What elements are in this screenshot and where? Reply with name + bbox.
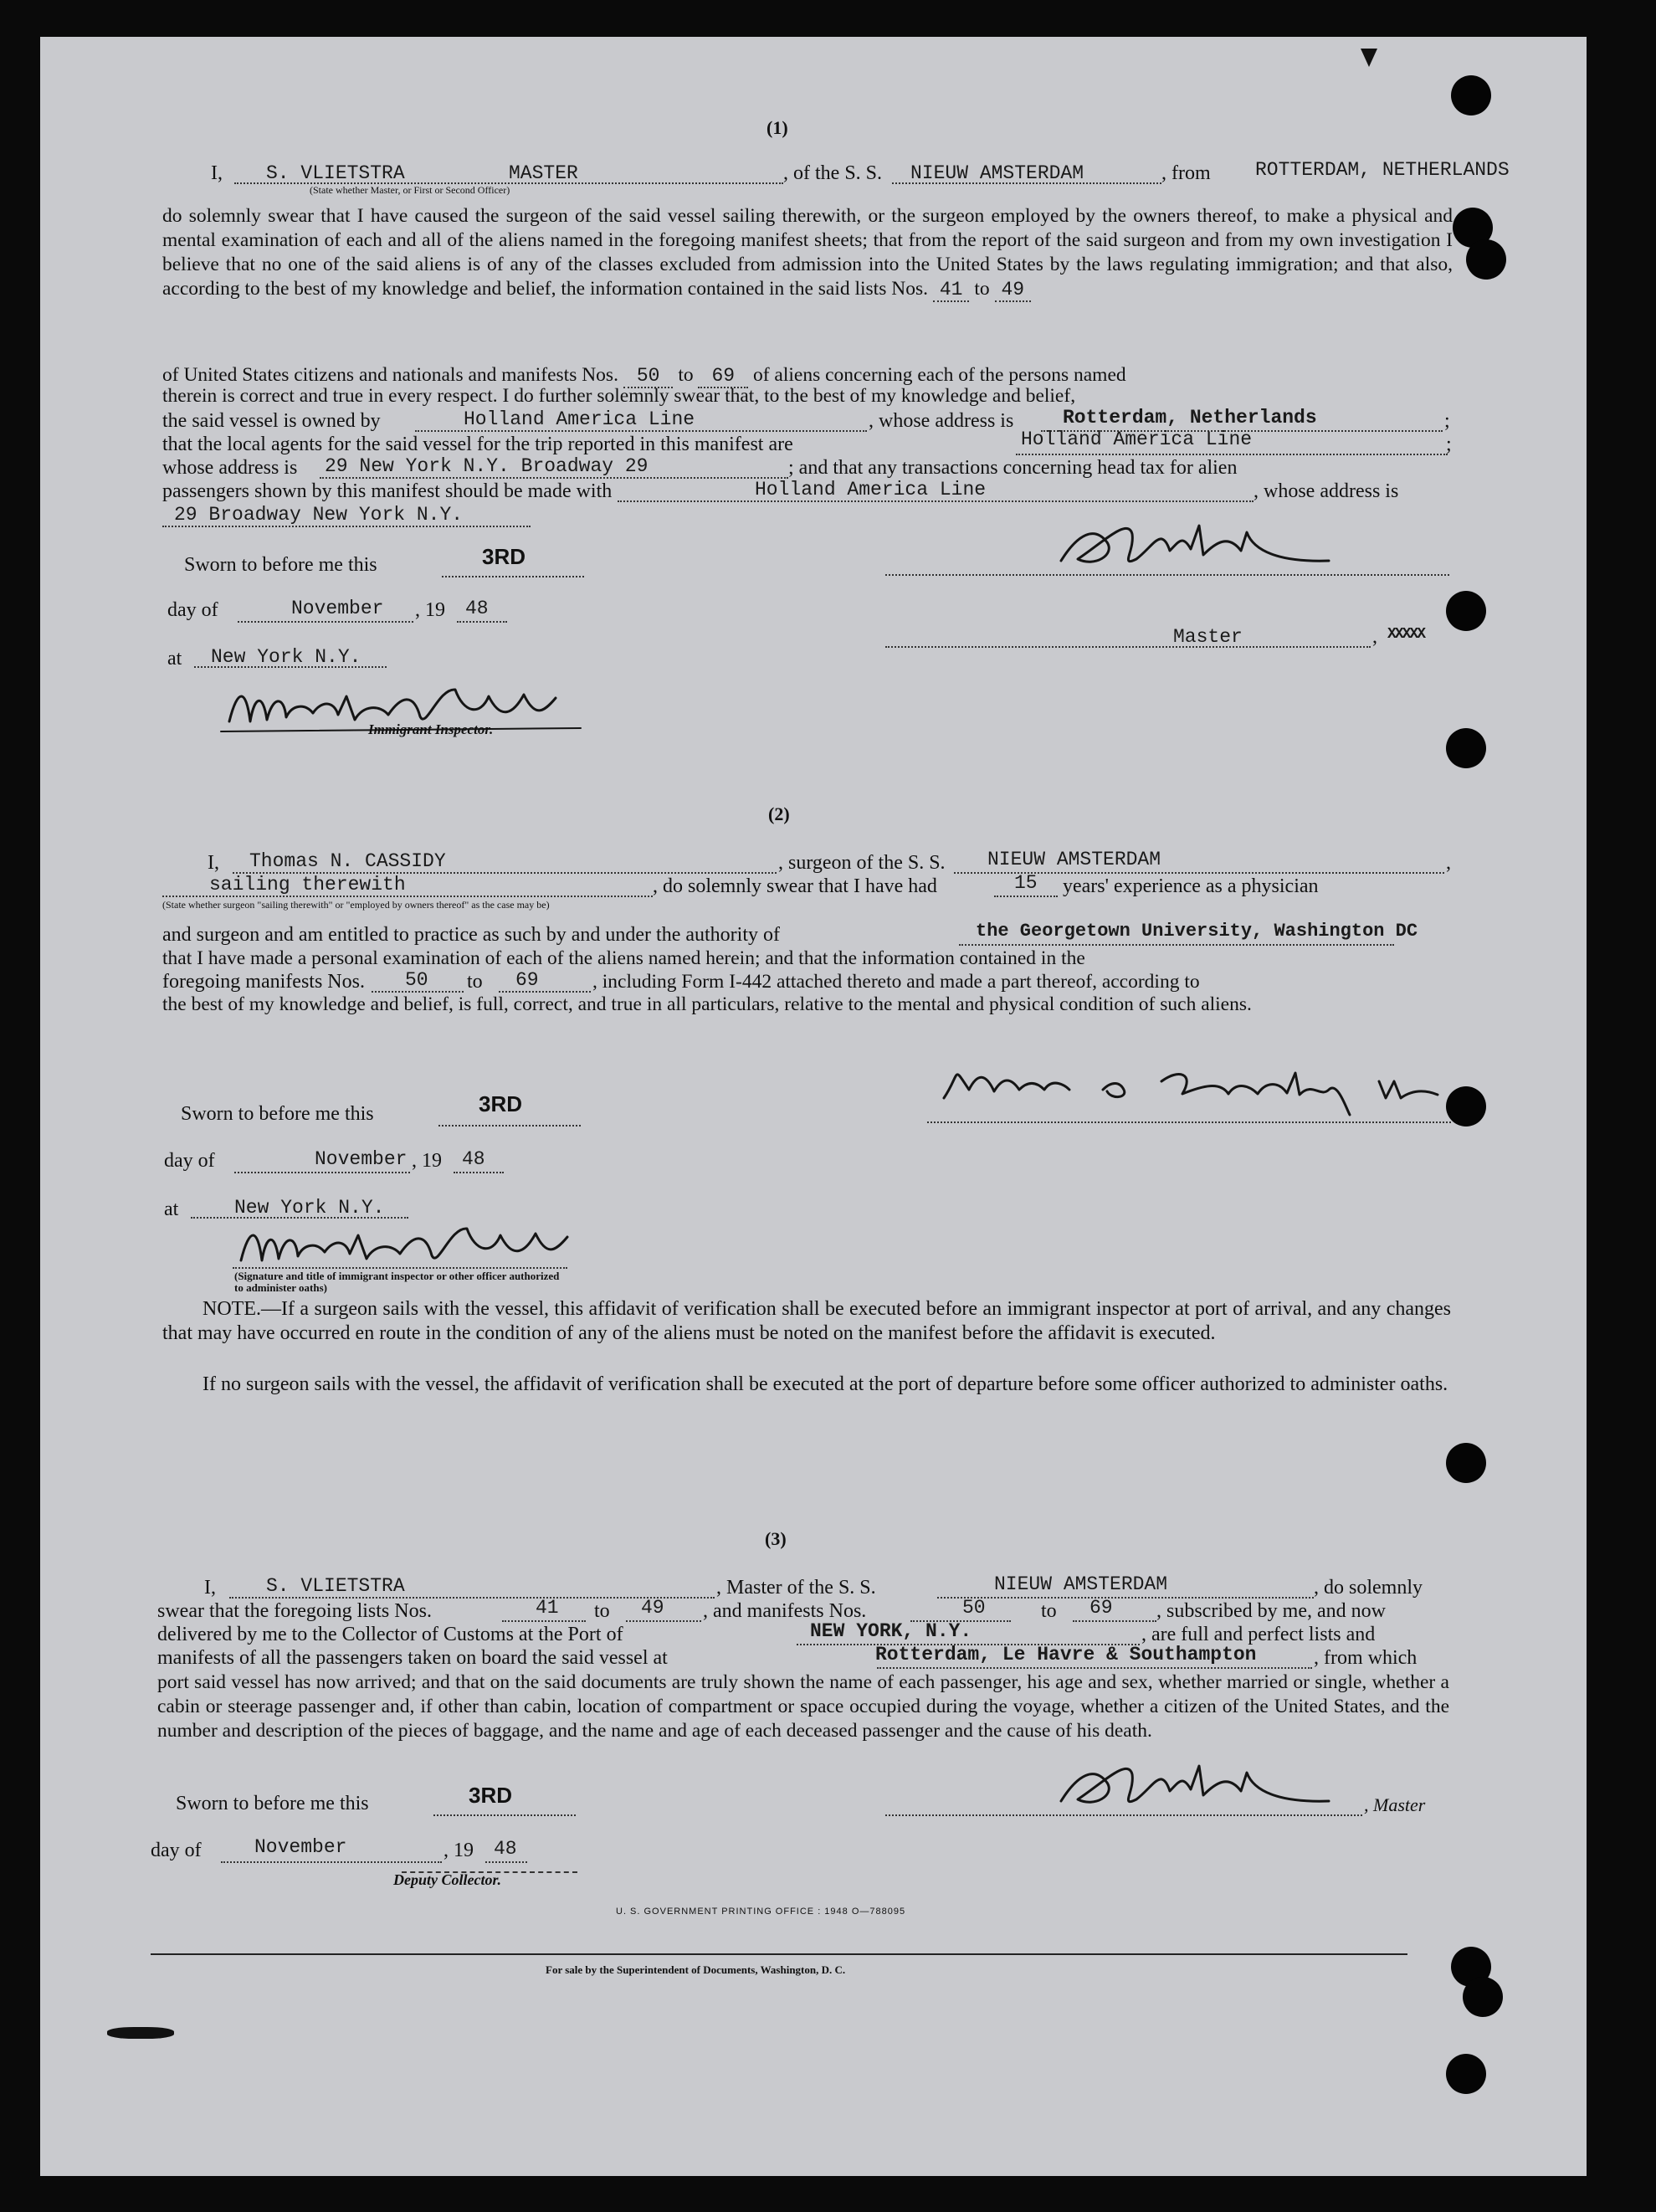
s1-year-line bbox=[457, 621, 507, 623]
s1-lists-from: 41 bbox=[933, 279, 970, 302]
s1-sworn-day-line bbox=[442, 576, 584, 577]
s2-day-of: day of bbox=[164, 1150, 215, 1172]
s3-day-of: day of bbox=[151, 1840, 202, 1861]
s2-body-a: that I have made a personal examination of each of the aliens named herein; and that the information contained in the bbox=[162, 947, 1085, 969]
s2-capacity-caption: (State whether surgeon "sailing therewith" or "employed by owners thereof" as the case may be) bbox=[162, 899, 550, 911]
s3-I: I, bbox=[204, 1577, 216, 1599]
s1-head-tax-address-line bbox=[162, 526, 531, 527]
footer-sale-note: For sale by the Superintendent of Documents, Washington, D. C. bbox=[546, 1963, 846, 1976]
s3-full-lists: , are full and perfect lists and bbox=[1141, 1624, 1376, 1645]
s2-note-1: NOTE.—If a surgeon sails with the vessel, this affidavit of verification shall be executed before an immigrant inspector at port of arrival, and any changes that may have occurred en route in the condition of any of the aliens must be noted on the manifest before the affidavit is executed. bbox=[162, 1298, 1451, 1344]
s3-to2: to bbox=[1041, 1600, 1057, 1622]
s1-month-line bbox=[238, 621, 413, 623]
s1-of-aliens: of aliens concerning each of the persons named bbox=[752, 364, 1126, 386]
s3-master-of: , Master of the S. S. bbox=[716, 1577, 876, 1599]
s1-place: New York N.Y. bbox=[211, 646, 361, 668]
s2-inspector-caption: (Signature and title of immigrant inspector or other officer authorized to administer oaths) bbox=[234, 1270, 560, 1294]
s3-lists-from: 41 bbox=[536, 1597, 559, 1619]
s1-inspector-caption: Immigrant Inspector. bbox=[368, 721, 494, 737]
s1-agent-address-line bbox=[320, 477, 788, 479]
s2-comma1: , bbox=[1446, 852, 1451, 874]
s2-authority-label: and surgeon and am entitled to practice as such by and under the authority of bbox=[162, 924, 780, 946]
s1-to2: to bbox=[678, 364, 694, 386]
s1-whose-address: , whose address is bbox=[869, 410, 1014, 432]
s1-at: at bbox=[167, 648, 182, 670]
binder-hole-6 bbox=[1446, 1086, 1486, 1127]
s2-surgeon-signature bbox=[927, 1056, 1446, 1127]
s3-master-caption: , Master bbox=[1364, 1794, 1426, 1815]
s2-surgeon-sign-line bbox=[927, 1121, 1451, 1123]
s2-sworn-day: 3RD bbox=[479, 1091, 523, 1116]
s1-agents-label: that the local agents for the said vessel for the trip reported in this manifest are bbox=[162, 434, 793, 455]
manifest-affidavit-page bbox=[40, 37, 1587, 2176]
s1-whose-address2: whose address is bbox=[162, 457, 298, 479]
s1-sworn-label: Sworn to before me this bbox=[184, 554, 377, 576]
section1-heading: (1) bbox=[766, 117, 788, 138]
s2-inspector-line bbox=[233, 1267, 567, 1269]
s3-sworn-label: Sworn to before me this bbox=[176, 1793, 369, 1814]
s1-head-tax-line bbox=[618, 500, 1254, 502]
footer-rule bbox=[151, 1953, 1407, 1955]
s2-year: 48 bbox=[462, 1148, 485, 1170]
s1-owner: Holland America Line bbox=[464, 408, 695, 430]
s1-head-tax-with: Holland America Line bbox=[755, 479, 987, 500]
s3-vessel: NIEUW AMSTERDAM bbox=[994, 1573, 1168, 1595]
s1-master-caption-line bbox=[885, 646, 1371, 648]
s2-years-label: years' experience as a physician bbox=[1063, 875, 1319, 897]
s1-master-name: S. VLIETSTRA bbox=[266, 162, 405, 184]
s3-year: 48 bbox=[494, 1838, 517, 1860]
s3-swear-label: swear that the foregoing lists Nos. bbox=[157, 1600, 432, 1622]
s3-manifests-label: manifests of all the passengers taken on board the said vessel at bbox=[157, 1647, 668, 1669]
s3-lists-to: 49 bbox=[641, 1597, 664, 1619]
s1-head-tax-label: ; and that any transactions concerning head tax for alien bbox=[788, 457, 1238, 479]
s1-body-b2: therein is correct and true in every respect. I do further solemnly swear that, to the best of my knowledge and belief, bbox=[162, 385, 1076, 407]
s2-body-b: , including Form I-442 attached thereto and made a part thereof, according to bbox=[592, 971, 1200, 993]
s3-man-to: 69 bbox=[1089, 1597, 1113, 1619]
s2-year-prefix: , 19 bbox=[412, 1150, 442, 1172]
binder-hole-5 bbox=[1446, 728, 1486, 768]
s2-note-2: If no surgeon sails with the vessel, the affidavit of verification shall be executed at the port of departure before some officer authorized to administer oaths. bbox=[203, 1373, 1448, 1395]
s2-capacity: sailing therewith bbox=[209, 874, 406, 896]
s2-body-c: the best of my knowledge and belief, is full, correct, and true in all particulars, relative to the mental and physical condition of such aliens. bbox=[162, 993, 1252, 1015]
s2-place: New York N.Y. bbox=[234, 1197, 385, 1219]
s1-lists-to: 49 bbox=[995, 279, 1032, 302]
s3-to1: to bbox=[594, 1600, 610, 1622]
s2-I: I, bbox=[208, 852, 219, 874]
s1-to1: to bbox=[974, 278, 990, 300]
s1-agent-address: 29 New York N.Y. Broadway 29 bbox=[325, 455, 649, 477]
s2-capacity-line bbox=[162, 896, 653, 897]
s1-body-a-text: do solemnly swear that I have caused the surgeon of the said vessel sailing therewith, or the surgeon employed by the owners thereof, to make a physical and mental examination of each and all of the aliens named in the foregoing manifest sheets; that from the report of the said surgeon and from my own investigation I believe that no one of the said aliens is of any of the classes excluded from admission into the United States by the laws regulating immigration; and that also, according to the best of my knowledge and belief, the information contained in the said lists Nos. bbox=[162, 205, 1453, 300]
s3-lists-to-line bbox=[626, 1620, 701, 1622]
s1-year: 48 bbox=[465, 598, 489, 619]
s3-month-line bbox=[221, 1861, 442, 1863]
s1-master-comma: , bbox=[1372, 626, 1377, 648]
s2-year-line bbox=[454, 1172, 504, 1173]
s1-vessel: NIEUW AMSTERDAM bbox=[910, 162, 1084, 184]
s1-semi1: ; bbox=[1444, 410, 1450, 432]
s2-man-to: 69 bbox=[515, 969, 539, 991]
s3-man-from: 50 bbox=[962, 1597, 986, 1619]
s3-sworn-day-line bbox=[433, 1814, 576, 1816]
s1-passengers-label: passengers shown by this manifest should be made with bbox=[162, 480, 613, 502]
s3-lists-from-line bbox=[502, 1620, 586, 1622]
s1-year-prefix: , 19 bbox=[415, 599, 445, 621]
s3-do-solemnly: , do solemnly bbox=[1314, 1577, 1423, 1599]
section3-heading: (3) bbox=[765, 1528, 787, 1549]
s2-man-from: 50 bbox=[405, 969, 428, 991]
s2-sworn-day-line bbox=[438, 1125, 581, 1127]
binder-hole-10 bbox=[1446, 2054, 1486, 2094]
s3-master-sign-line bbox=[885, 1814, 1362, 1816]
s3-collector-caption: Deputy Collector. bbox=[393, 1871, 501, 1888]
s2-surgeon-name: Thomas N. CASSIDY bbox=[249, 850, 446, 872]
s1-from-port: ROTTERDAM, NETHERLANDS bbox=[1255, 159, 1510, 181]
s3-from-which: , from which bbox=[1314, 1647, 1418, 1669]
s2-surgeon-of: , surgeon of the S. S. bbox=[778, 852, 946, 874]
s1-month: November bbox=[291, 598, 384, 619]
s1-body-a bbox=[162, 204, 1453, 302]
s1-agents-line bbox=[1016, 454, 1448, 455]
binder-hole-7 bbox=[1446, 1443, 1486, 1483]
s1-master-struck: XXXXX bbox=[1387, 626, 1425, 643]
s2-to: to bbox=[467, 971, 483, 993]
s1-rank: MASTER bbox=[509, 162, 578, 184]
section2-heading: (2) bbox=[768, 803, 790, 824]
s1-rank-caption: (State whether Master, or First or Second Officer) bbox=[310, 184, 510, 196]
s1-man-to: 69 bbox=[698, 365, 748, 388]
ink-smudge bbox=[107, 2027, 174, 2039]
s1-owned-by: the said vessel is owned by bbox=[162, 410, 381, 432]
s3-ports-line bbox=[877, 1667, 1312, 1669]
s1-man-from: 50 bbox=[623, 365, 674, 388]
footer-printing-office: U. S. GOVERNMENT PRINTING OFFICE : 1948 O—788095 bbox=[616, 1907, 906, 1917]
s3-and-manifests: , and manifests Nos. bbox=[703, 1600, 867, 1622]
s1-whose-address3: , whose address is bbox=[1254, 480, 1399, 502]
s2-at: at bbox=[164, 1198, 179, 1220]
s1-semi2: ; bbox=[1446, 434, 1452, 455]
s1-day-of: day of bbox=[167, 599, 218, 621]
s1-sworn-day: 3RD bbox=[482, 544, 526, 569]
s3-delivered-label: delivered by me to the Collector of Customs at the Port of bbox=[157, 1624, 623, 1645]
binder-hole-9 bbox=[1463, 1977, 1503, 2017]
s1-head-tax-address: 29 Broadway New York N.Y. bbox=[174, 504, 464, 526]
s1-I: I, bbox=[211, 162, 223, 184]
s1-master-signature bbox=[1028, 509, 1379, 579]
s3-port: NEW YORK, N.Y. bbox=[810, 1620, 972, 1642]
s1-master-sign-line bbox=[885, 574, 1449, 576]
s1-master-caption: Master bbox=[1173, 626, 1243, 648]
s2-vessel: NIEUW AMSTERDAM bbox=[987, 849, 1161, 870]
binder-hole-4 bbox=[1446, 591, 1486, 631]
s1-agents: Holland America Line bbox=[1021, 429, 1253, 450]
s2-foregoing-label: foregoing manifests Nos. bbox=[162, 971, 365, 993]
s3-year-prefix: , 19 bbox=[443, 1840, 474, 1861]
s3-man-to-line bbox=[1073, 1620, 1156, 1622]
s2-month: November bbox=[315, 1148, 408, 1170]
s2-authority-line bbox=[959, 944, 1394, 946]
s2-authority: the Georgetown University, Washington DC bbox=[976, 921, 1418, 942]
s1-of-us: of United States citizens and nationals and manifests Nos. bbox=[162, 364, 618, 386]
s1-owner-line bbox=[415, 430, 867, 432]
s3-subscribed: , subscribed by me, and now bbox=[1156, 1600, 1386, 1622]
s3-sworn-day: 3RD bbox=[469, 1783, 513, 1808]
corner-tab-mark bbox=[1361, 49, 1377, 67]
binder-hole-3 bbox=[1466, 239, 1506, 280]
s3-body: port said vessel has now arrived; and that on the said documents are truly shown the name of each passenger, his age and sex, whether married or single, whether a cabin or steerage passenger and, if other than cabin, location of compartment or space occupied during the voyage, whether a citizen of the United States, and the number and description of the pieces of baggage, and the name and age of each deceased passenger and the cause of his death. bbox=[157, 1671, 1449, 1742]
s3-month: November bbox=[254, 1836, 347, 1858]
s3-master-name: S. VLIETSTRA bbox=[266, 1575, 405, 1597]
s3-vessel-line bbox=[937, 1597, 1314, 1599]
s3-year-line bbox=[485, 1861, 527, 1863]
s2-month-line bbox=[234, 1172, 410, 1173]
s3-master-signature bbox=[1028, 1749, 1379, 1819]
s2-years-line bbox=[994, 896, 1058, 897]
s2-sworn-label: Sworn to before me this bbox=[181, 1103, 374, 1125]
s1-of-ss: , of the S. S. bbox=[783, 162, 883, 184]
s1-owner-address: Rotterdam, Netherlands bbox=[1063, 407, 1317, 429]
s2-years: 15 bbox=[1014, 872, 1038, 894]
s3-ports-boarded: Rotterdam, Le Havre & Southampton bbox=[875, 1644, 1257, 1665]
s1-from: , from bbox=[1161, 162, 1211, 184]
s2-swear-label: , do solemnly swear that I have had bbox=[653, 875, 937, 897]
binder-hole-1 bbox=[1451, 75, 1491, 115]
